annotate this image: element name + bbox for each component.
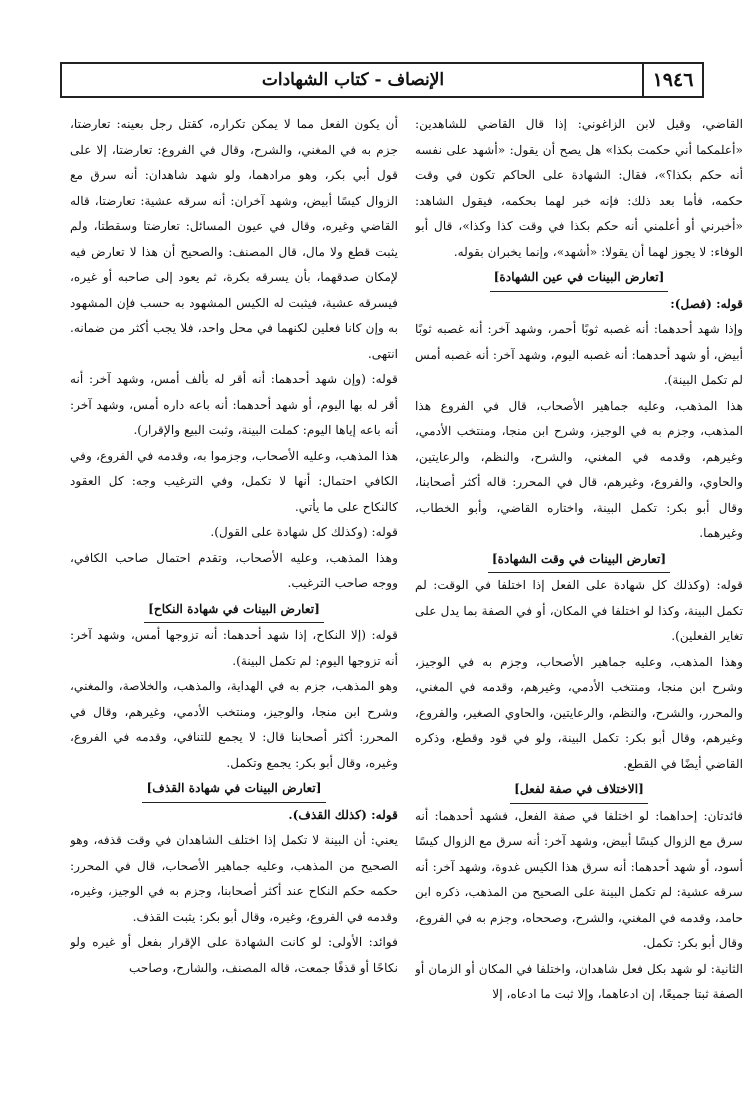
paragraph: الثانية: لو شهد بكل فعل شاهدان، واختلفا في المكان أو الزمان أو الصفة ثبتا جميعًا، إن ادعاهما، وإلا ثبت ما ادعاه، إلا — [415, 961, 743, 1001]
paragraph: قوله: (فصل): — [670, 296, 743, 311]
page-number: ١٩٤٦ — [642, 64, 702, 96]
paragraph: هذا المذهب، وعليه الأصحاب، وجزموا به، وقدمه في الفروع، وفي الكافي احتمال: أنها لا تكمل، وفي الترغيب وجه: كل العقود كالنكاح على ما يأتي. — [70, 448, 398, 514]
right-column — [415, 112, 743, 1092]
paragraph: قوله: (وإن شهد أحدهما: أنه أقر له بألف أمس، وشهد آخر: أنه أقر له بها اليوم، أو شهد أحدهما: أنه باعه داره أمس، وشهد آخر: أنه باعه إياها اليوم: كملت البينة، وثبت البيع والإقرار). — [70, 372, 398, 437]
paragraph: أن يكون الفعل مما لا يمكن تكراره، كقتل رجل بعينه: تعارضتا، جزم به في المغني، والشرح، وقال في الفروع: تعارضتا، إلا على قول أبي بكر، وهو مرادهما، ولو شهد شاهدان: أنه سرق مع الزوال كيسًا أبيض، وشهد آخران: أنه سرقه عشية: تعارضتا، قاله القاضي وغيره، وقال في عيون المسائل: تعارضتا وسقطتا، ولم يثبت قطع ولا مال، قال المصنف: والصحيح أن هذا لا تعارض فيه لإمكان صدقهما، بأن يسرقه بكرة، ثم يعود إلى صاحبه أو غيره، فيسرقه عشية، فيثبت له الكيس المشهود به حسب فإن المشهود به وإن كانا فعلين لكنهما في محل واحد، فلا يجب أكثر من ضمانه. انتهى. — [70, 117, 398, 361]
section-heading-text: [تعارض البينات في عين الشهادة] — [490, 265, 669, 292]
section-heading — [70, 597, 398, 624]
paragraph: قوله: (وكذلك كل شهادة على القول). — [210, 525, 398, 539]
paragraph: قوله: (وكذلك كل شهادة على الفعل إذا اختلفا في الوقت: لم تكمل البينة، وكذا لو اختلفا في المكان، أو في الصفة بما يدل على تغاير الفعلين). — [415, 578, 743, 643]
section-heading-text: [تعارض البينات في وقت الشهادة] — [488, 547, 670, 574]
section-heading — [415, 265, 743, 292]
paragraph: وإذا شهد أحدهما: أنه غصبه ثوبًا أحمر، وشهد آخر: أنه غصبه ثوبًا أبيض، أو شهد أحدهما: أنه غصبه اليوم، وشهد آخر: أنه غصبه أمس لم تكمل البينة). — [415, 322, 743, 387]
left-column — [70, 112, 398, 1092]
section-heading — [415, 547, 743, 574]
section-heading-text: [تعارض البينات في شهادة النكاح] — [144, 597, 324, 624]
section-heading-text: [تعارض البينات في شهادة القذف] — [142, 776, 325, 803]
running-title: الإنصاف - كتاب الشهادات — [261, 70, 445, 90]
paragraph: وهذا المذهب، وعليه الأصحاب، وتقدم احتمال صاحب الكافي، ووجه صاحب الترغيب. — [70, 550, 398, 590]
section-heading-text: [الاختلاف في صفة لفعل] — [510, 777, 648, 804]
paragraph: قوله: (كذلك القذف). — [288, 807, 398, 822]
page-header — [60, 62, 704, 98]
section-heading — [415, 777, 743, 804]
paragraph: يعني: أن البينة لا تكمل إذا اختلف الشاهدان في وقت قذفه، وهو الصحيح من المذهب، وعليه جماهير الأصحاب، قال في المحرر: حكمه حكم النكاح عند أكثر أصحابنا، وجزم به في الوجيز، وغيره، وقدمه في الفروع، وغيره، وقال أبو بكر: يثبت القذف. — [70, 833, 398, 924]
section-heading — [70, 776, 398, 803]
paragraph: وهذا المذهب، وعليه جماهير الأصحاب، وجزم به في الوجيز، وشرح ابن منجا، ومنتخب الأدمي، وغيرهم، وقدمه في المغني، والمحرر، والشرح، والنظم، والرعايتين، والحاوي الصغير، والفروع، وغيرهم، وقال أبو بكر: تكمل البينة، ولو في قود وقطع، وذكره القاضي أيضًا في القطع. — [415, 654, 743, 771]
paragraph: قوله: (إلا النكاح، إذا شهد أحدهما: أنه تزوجها أمس، وشهد آخر: أنه تزوجها اليوم: لم تكمل البينة). — [70, 628, 398, 668]
paragraph: القاضي، وقيل لابن الزاغوني: إذا قال القاضي للشاهدين: «أعلمكما أني حكمت بكذا» هل يصح أن يقول: «أشهد على نفسه أنه حكم بكذا؟»، فقال: الشهادة على الحاكم تكون في وقت حكمه، فأما بعد ذلك: فإنه خبر لهما بحكمه، فيقول الشاهد: «أخبرني أو أعلمني أنه حكم بكذا في وقت كذا وكذا»، قال أبو الوفاء: لا يجوز لهما أن يقولا: «أشهد»، وإنما يخبران بقوله. — [415, 117, 743, 259]
paragraph: هذا المذهب، وعليه جماهير الأصحاب، قال في الفروع هذا المذهب، وجزم به في الوجيز، وشرح ابن منجا، ومنتخب الأدمي، وغيرهم، وقدمه في المغني، والشرح، والنظم، والرعايتين، والحاوي، والفروع، وغيرهم، قال في المحرر: قاله أكثر أصحابنا، وقال أبو بكر: تكمل البينة، واختاره القاضي، وأبو الخطاب، وغيرهما. — [415, 398, 743, 540]
paragraph: فوائد: الأولى: لو كانت الشهادة على الإقرار بفعل أو غيره ولو نكاحًا أو قذفًا جمعت، قاله المصنف، والشارح، وصاحب — [70, 935, 398, 975]
paragraph: فائدتان: إحداهما: لو اختلفا في صفة الفعل، فشهد أحدهما: أنه سرق مع الزوال كيسًا أبيض، وشهد آخر: أنه سرق مع الزوال كيسًا أسود، أو شهد أحدهما: أنه سرق هذا الكيس غدوة، وشهد آخر: أنه سرقه عشية: لم تكمل البينة على الصحيح من المذهب، ذكره ابن حامد، وقدمه في المغني، والشرح، وصححاه، وجزم به في الفروع، وقال أبو بكر: تكمل. — [415, 808, 743, 950]
paragraph: وهو المذهب، جزم به في الهداية، والمذهب، والخلاصة، والمغني، وشرح ابن منجا، والوجيز، ومنتخب الأدمي، وغيرهم، وقال في المحرر: أكثر أصحابنا قال: لا يجمع للتنافي، وقدمه في الفروع، وغيره، وقال أبو بكر: يجمع وتكمل. — [70, 679, 398, 770]
